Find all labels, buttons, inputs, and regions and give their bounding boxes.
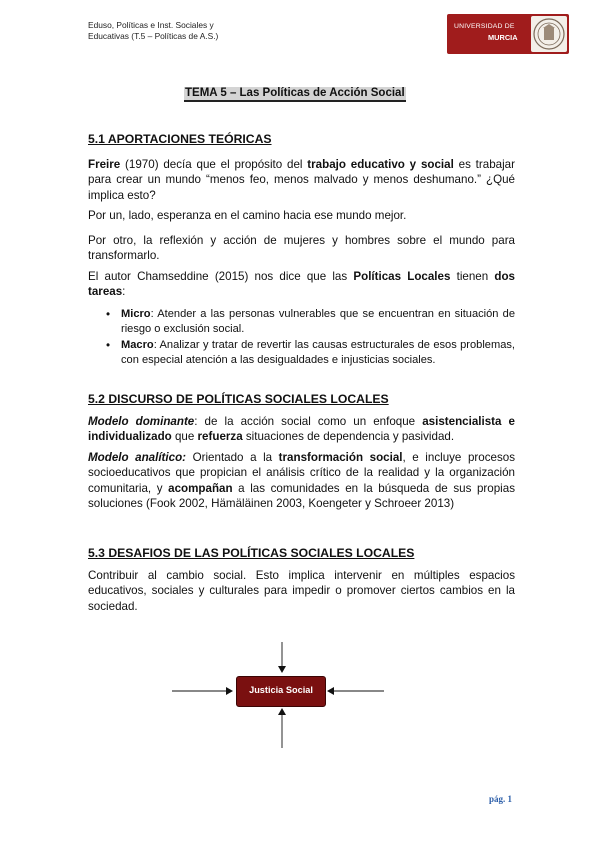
logo-text-2: MURCIA [488, 33, 518, 42]
dos-tareas-bold: dos tareas [88, 270, 515, 299]
analitico-text-2: , e incluye procesos socioeducativos que propician el análisis crítico de la realidad y la organización comunitaria, y [88, 451, 515, 495]
analitico-text-1: Orientado a la [186, 451, 279, 464]
refuerza-bold: refuerza [197, 430, 243, 444]
section-heading-5-1: 5.1 APORTACIONES TEÓRICAS [88, 132, 272, 146]
dominante-text-2: que [171, 430, 198, 444]
justicia-social-box: Justicia Social [236, 676, 326, 707]
paragraph-esperanza: Por un, lado, esperanza en el camino hacia ese mundo mejor. [88, 209, 407, 222]
logo-text-1: UNIVERSIDAD DE [454, 23, 515, 30]
dominante-text-1: : de la acción social como un enfoque [194, 415, 423, 428]
transformacion-bold: transformación social [278, 451, 403, 464]
modelo-dominante-bold: Modelo dominante [88, 415, 195, 428]
page-number: pág. 1 [489, 794, 513, 804]
header-line-2: Educativas (T.5 – Políticas de A.S.) [88, 31, 219, 41]
micro-text: : Atender a las personas vulnerables que se encuentran en situación de riesgo o exclusión social. [121, 308, 515, 336]
paragraph-reflexion: Por otro, la reflexión y acción de mujeres y hombres sobre el mundo para transformarlo. [88, 234, 515, 263]
macro-text: : Analizar y tratar de revertir las causas estructurales de esos problemas, con especial atención a las desigualdades e injusticias sociales. [121, 339, 515, 367]
analitico-text-3: a las comunidades en la búsqueda de sus propias soluciones (Fook 2002, Hämäläinen 2003, Koengeter y Schroeer 2013) [88, 481, 515, 510]
chamseddine-text-3: : [122, 285, 126, 299]
acompanan-bold: acompañan [168, 481, 233, 495]
section-heading-5-2: 5.2 DISCURSO DE POLÍTICAS SOCIALES LOCALES [88, 392, 389, 406]
bullet-dot-icon: • [106, 308, 111, 321]
trabajo-bold: trabajo educativo y social [307, 158, 454, 171]
paragraph-desafios: Contribuir al cambio social. Esto implica intervenir en múltiples espacios educativos, sociales y culturales para impedir o promover ciertos cambios en la sociedad. [88, 569, 515, 613]
freire-text-1: (1970) decía que el propósito del [120, 158, 308, 171]
document-title: TEMA 5 – Las Políticas de Acción Social [184, 87, 406, 102]
header-line-1: Eduso, Políticas e Inst. Sociales y [88, 20, 214, 30]
micro-bold: Micro [121, 308, 151, 320]
chamseddine-text-2: tienen [450, 270, 495, 283]
asistencialista-bold: asistencialista e individualizado [88, 415, 515, 444]
freire-bold: Freire [88, 158, 121, 171]
politicas-locales-bold: Políticas Locales [353, 270, 451, 283]
dominante-text-3: situaciones de dependencia y pasividad. [242, 430, 455, 444]
macro-bold: Macro [121, 339, 154, 351]
section-heading-5-3: 5.3 DESAFIOS DE LAS POLÍTICAS SOCIALES LOCALES [88, 546, 415, 560]
freire-text-2: es trabajar para crear un mundo “menos feo, menos malvado y menos deshumano.” ¿Qué implica esto? [88, 158, 515, 202]
bullet-dot-icon: • [106, 339, 111, 352]
chamseddine-text-1: El autor Chamseddine (2015) nos dice que las [88, 270, 354, 283]
modelo-analitico-bold: Modelo analítico: [88, 451, 187, 464]
